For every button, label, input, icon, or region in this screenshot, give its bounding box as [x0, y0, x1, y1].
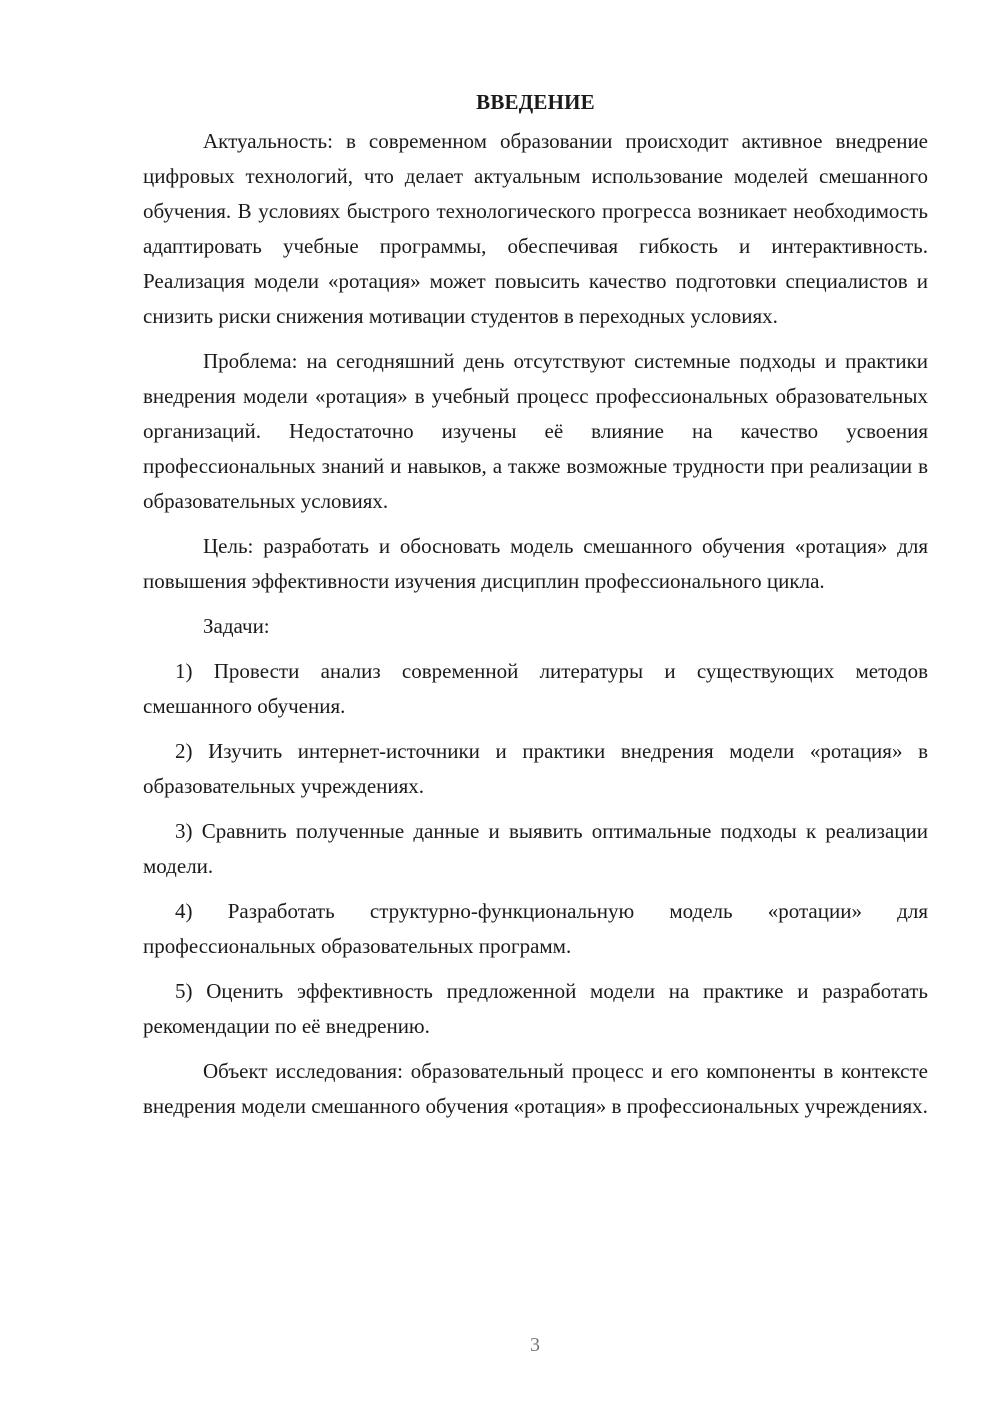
- task-item: 1) Провести анализ современной литературы и существующих методов смешанного обучения.: [143, 659, 928, 718]
- document-page: [143, 88, 928, 1124]
- problem-paragraph: Проблема: на сегодняшний день отсутствуют системные подходы и практики внедрения модели «ротация» в учебный процесс профессиональных образовательных организаций. Недостаточно изучены её влияние на качество усвоения профессиональных знаний и навыков, а также возможные трудности при реализации в образовательных условиях.: [143, 349, 928, 513]
- relevance-paragraph: Актуальность: в современном образовании происходит активное внедрение цифровых технологий, что делает актуальным использование моделей смешанного обучения. В условиях быстрого технологического прогресса возникает необходимость адаптировать учебные программы, обеспечивая гибкость и интерактивность. Реализация модели «ротация» может повысить качество подготовки специалистов и снизить риски снижения мотивации студентов в переходных условиях.: [143, 129, 928, 328]
- object-paragraph: Объект исследования: образовательный процесс и его компоненты в контексте внедрения модели смешанного обучения «ротация» в профессиональных учреждениях.: [143, 1059, 928, 1118]
- tasks-heading: Задачи:: [203, 614, 270, 638]
- task-item: 2) Изучить интернет-источники и практики внедрения модели «ротация» в образовательных учреждениях.: [143, 739, 928, 798]
- section-title: ВВЕДЕНИЕ: [476, 90, 595, 114]
- goal-paragraph: Цель: разработать и обосновать модель смешанного обучения «ротация» для повышения эффективности изучения дисциплин профессионального цикла.: [143, 534, 928, 593]
- task-item: 5) Оценить эффективность предложенной модели на практике и разработать рекомендации по её внедрению.: [143, 979, 928, 1038]
- task-item: 3) Сравнить полученные данные и выявить оптимальные подходы к реализации модели.: [143, 819, 928, 878]
- task-item: 4) Разработать структурно-функциональную модель «ротации» для профессиональных образовательных программ.: [143, 899, 928, 958]
- page-number: 3: [530, 1334, 540, 1356]
